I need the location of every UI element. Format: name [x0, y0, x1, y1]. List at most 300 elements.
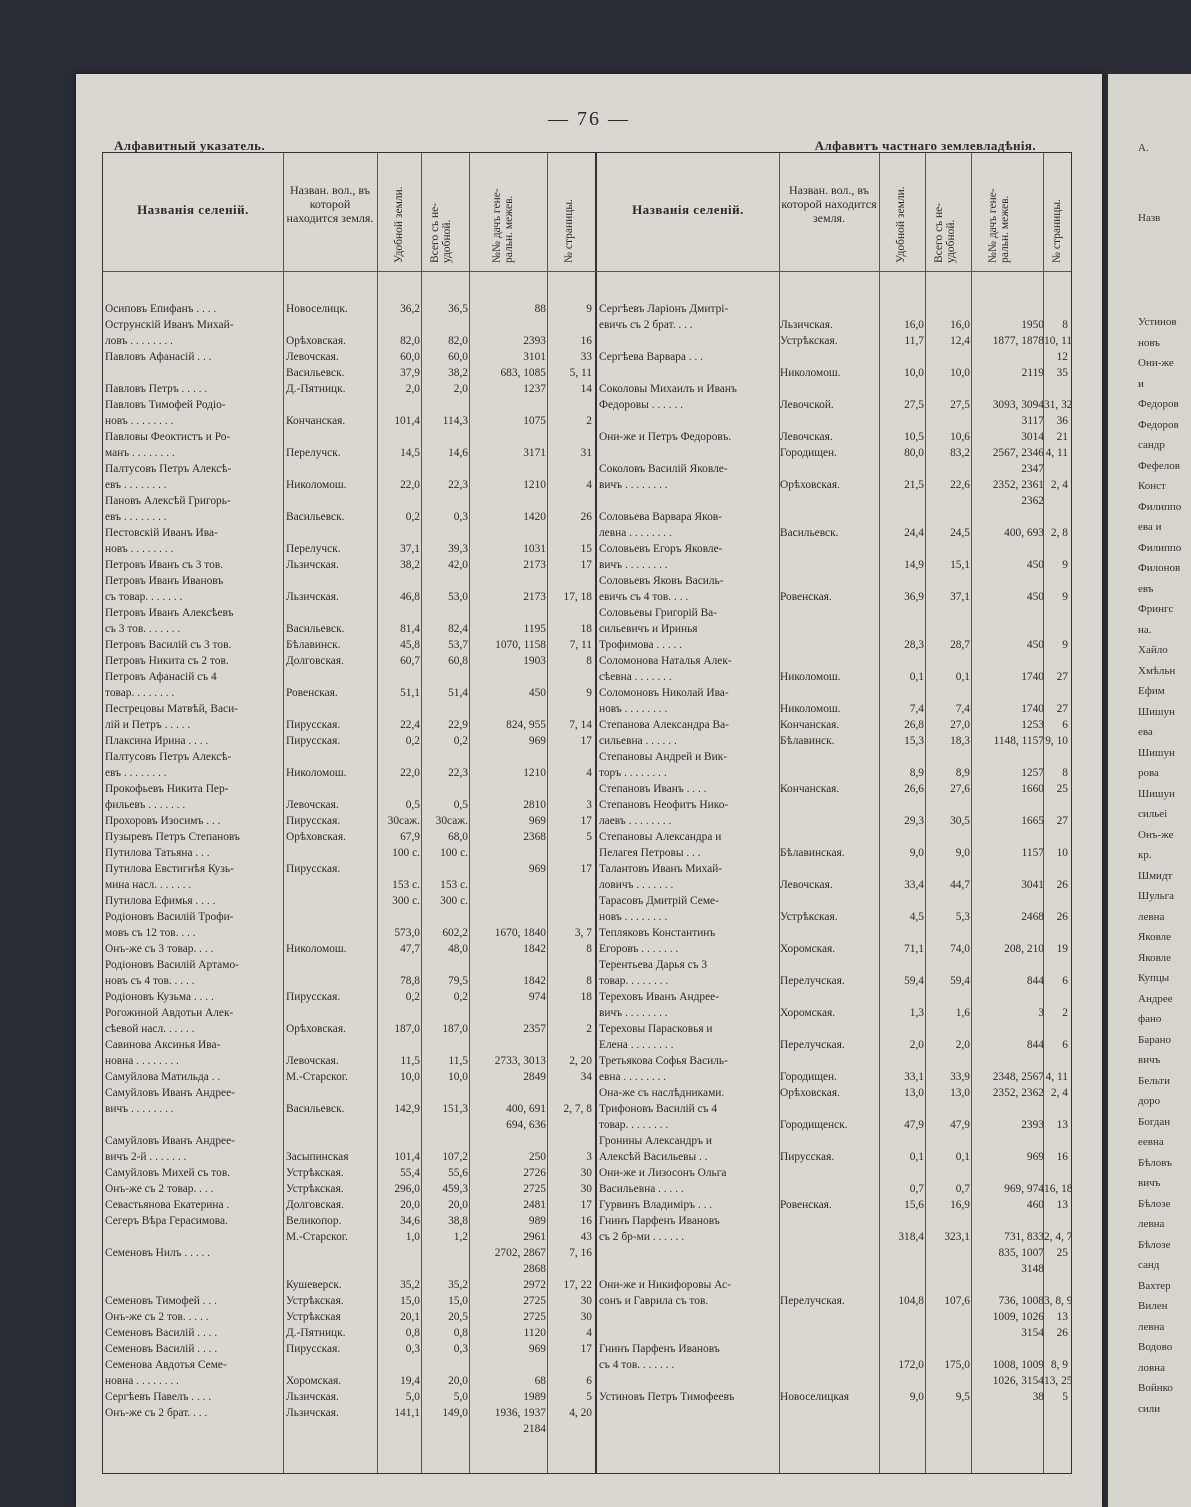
page-ref: 35 — [1056, 367, 1068, 379]
page-ref: 5, 11 — [569, 367, 592, 379]
village-name: Они-же и Никифоровы Ас- — [599, 1279, 731, 1291]
village-name: новъ . . . . . . . . — [105, 415, 174, 427]
table-row — [103, 1037, 1071, 1053]
dacha-numbers: 2352, 2362 — [992, 1087, 1044, 1099]
volost-name: М.-Старског. — [286, 1231, 349, 1243]
next-page-fragment: Вахтер — [1138, 1279, 1171, 1292]
page-ref: 26 — [580, 511, 592, 523]
total-land: 36,5 — [448, 303, 468, 315]
village-name: Прокофьевъ Никита Пер- — [105, 783, 229, 795]
page-ref: 2, 4, 7 — [1044, 1231, 1073, 1243]
table-row — [103, 317, 1071, 333]
col-header-volost-right: Назван. вол., въ которой находится земля. — [781, 183, 877, 225]
arable-land: 8,9 — [909, 767, 924, 779]
dacha-numbers: 1936, 1937 — [494, 1407, 546, 1419]
volost-name: Орѣховская. — [286, 1023, 346, 1035]
village-name: евъ . . . . . . . . — [105, 511, 167, 523]
dacha-numbers: 736, 1008 — [998, 1295, 1044, 1307]
table-row — [103, 1053, 1071, 1069]
village-name: Тепляковъ Константинъ — [599, 927, 716, 939]
arable-land: 80,0 — [904, 447, 924, 459]
total-land: 10,6 — [950, 431, 970, 443]
total-land: 48,0 — [448, 943, 468, 955]
village-name: Семенова Авдотья Семе- — [105, 1359, 227, 1371]
dacha-numbers: 38 — [1032, 1391, 1044, 1403]
arable-land: 0,8 — [405, 1327, 420, 1339]
page-ref: 6 — [1062, 1039, 1068, 1051]
total-land: 59,4 — [950, 975, 970, 987]
dacha-numbers: 969 — [1026, 1151, 1044, 1163]
table-row — [103, 941, 1071, 957]
arable-land: 101,4 — [394, 415, 420, 427]
arable-land: 100 с. — [392, 847, 420, 859]
arable-land: 60,7 — [400, 655, 420, 667]
next-page-fragment: сили — [1138, 1402, 1161, 1415]
next-page-fragment: Филонов — [1138, 562, 1181, 574]
village-name: Петровъ Иванъ Ивановъ — [105, 575, 224, 587]
col-header-stranitsy-right: № страницы. — [1051, 198, 1063, 263]
table-row — [103, 1117, 1071, 1133]
volost-name: Пирусская. — [780, 1151, 835, 1163]
page-ref: 17, 18 — [563, 591, 592, 603]
page-ref: 6 — [1062, 719, 1068, 731]
total-land: 16,9 — [950, 1199, 970, 1211]
page-ref: 9 — [1062, 591, 1068, 603]
village-name: Палтусовъ Петръ Алексѣ- — [105, 751, 232, 763]
page-ref: 9 — [586, 303, 592, 315]
volost-name: Кончанская. — [780, 719, 840, 731]
village-name: Путилова Ефимья . . . . — [105, 895, 216, 907]
village-name: Пестрецовы Матвѣй, Васи- — [105, 703, 238, 715]
next-page-fragment: Шмидт — [1138, 869, 1173, 882]
next-page-fragment: сильеі — [1138, 808, 1168, 820]
arable-land: 10,0 — [904, 367, 924, 379]
arable-land: 0,7 — [909, 1183, 924, 1195]
next-page-fragment: ева — [1138, 726, 1153, 738]
arable-land: 21,5 — [904, 479, 924, 491]
next-page-fragment: еевна — [1138, 1136, 1164, 1148]
table-row — [103, 1197, 1071, 1213]
volost-name: Устрѣкская. — [286, 1295, 344, 1307]
volost-name: Перелучск. — [286, 543, 341, 555]
dacha-numbers: 1660 — [1021, 783, 1044, 795]
page-ref: 7, 14 — [569, 719, 592, 731]
next-page-fragment: Хмѣльн — [1138, 664, 1176, 677]
total-land: 2,0 — [453, 383, 468, 395]
dacha-numbers: 844 — [1026, 1039, 1044, 1051]
total-land: 55,6 — [448, 1167, 468, 1179]
page-ref: 8 — [1062, 767, 1068, 779]
volost-name: Пирусская. — [286, 719, 341, 731]
village-name: Родіоновъ Василій Артамо- — [105, 959, 239, 971]
next-page-fragment: Хайло — [1138, 644, 1168, 656]
village-name: Соловьевы Григорій Ва- — [599, 607, 718, 619]
village-name: Путилова Татьяна . . . — [105, 847, 210, 859]
table-row — [103, 701, 1071, 717]
volost-name: Хоромская. — [780, 943, 836, 955]
table-row — [103, 797, 1071, 813]
table-row — [103, 1421, 1071, 1437]
col-header-dachi-right: №№ дачъ гене-ральн. межев. — [987, 188, 1011, 263]
arable-land: 1,0 — [405, 1231, 420, 1243]
volost-name: Левочская. — [780, 879, 833, 891]
dacha-numbers: 3041 — [1021, 879, 1044, 891]
arable-land: 7,4 — [909, 703, 924, 715]
dacha-numbers: 1842 — [523, 975, 546, 987]
page-ref: 13 — [1056, 1311, 1068, 1323]
arable-land: 38,2 — [400, 559, 420, 571]
table-row — [103, 1309, 1071, 1325]
dacha-numbers: 1008, 1009 — [992, 1359, 1044, 1371]
dacha-numbers: 400, 691 — [506, 1103, 546, 1115]
total-land: 8,9 — [955, 767, 970, 779]
dacha-numbers: 2868 — [523, 1263, 546, 1275]
table-row — [103, 493, 1071, 509]
page-ref: 17 — [580, 1343, 592, 1355]
total-land: 27,5 — [950, 399, 970, 411]
next-page-fragment: Яковле — [1138, 951, 1172, 964]
page-ref: 31 — [580, 447, 592, 459]
village-name: Онъ-же съ 3 товар. . . . — [105, 943, 214, 955]
total-land: 0,3 — [453, 511, 468, 523]
volost-name: Васильевск. — [286, 623, 345, 635]
page-ref: 7, 16 — [569, 1247, 592, 1259]
page-ref: 14 — [580, 383, 592, 395]
volost-name: Устрѣкская. — [286, 1167, 344, 1179]
dacha-numbers: 3093, 3094 — [992, 399, 1044, 411]
total-land: 51,4 — [448, 687, 468, 699]
village-name: мина насл. . . . . . . — [105, 879, 192, 891]
total-land: 1,6 — [955, 1007, 970, 1019]
page-ref: 5 — [586, 831, 592, 843]
dacha-numbers: 824, 955 — [506, 719, 546, 731]
village-name: Соловьевъ Яковъ Василь- — [599, 575, 724, 587]
next-page-fragment: А. — [1138, 142, 1149, 154]
page-ref: 8, 9 — [1050, 1359, 1068, 1371]
table-row — [103, 621, 1071, 637]
arable-land: 142,9 — [394, 1103, 420, 1115]
table-row — [103, 1389, 1071, 1405]
table-row — [103, 813, 1071, 829]
dacha-numbers: 460 — [1026, 1199, 1044, 1211]
table-row — [103, 717, 1071, 733]
total-land: 7,4 — [955, 703, 970, 715]
table-row — [103, 1085, 1071, 1101]
village-name: Сергѣева Варвара . . . — [599, 351, 704, 363]
next-page-fragment: фано — [1138, 1013, 1162, 1025]
village-name: Федоровы . . . . . . — [599, 399, 683, 411]
total-land: 2,0 — [955, 1039, 970, 1051]
volost-name: Кушеверск. — [286, 1279, 342, 1291]
village-name: Путилова Евстигнѣя Кузь- — [105, 863, 234, 875]
page-ref: 25 — [1056, 1247, 1068, 1259]
page-ref: 15 — [580, 543, 592, 555]
volost-name: Левочская. — [286, 1055, 339, 1067]
village-name: Севастьянова Екатерина . — [105, 1199, 230, 1211]
arable-land: 187,0 — [394, 1023, 420, 1035]
village-name: Гронины Александръ и — [599, 1135, 712, 1147]
next-page-fragment: Фрингс — [1138, 603, 1174, 615]
next-page-fragment: Барано — [1138, 1033, 1171, 1046]
volost-name: Новоселицк. — [286, 303, 348, 315]
page-ref: 2, 7, 8 — [563, 1103, 592, 1115]
village-name: Прохоровъ Изосимъ . . . — [105, 815, 221, 827]
table-row — [103, 1341, 1071, 1357]
dacha-numbers: 3 — [1038, 1007, 1044, 1019]
total-land: 60,8 — [448, 655, 468, 667]
table-row — [103, 973, 1071, 989]
village-name: лаевъ . . . . . . . . — [599, 815, 672, 827]
dacha-numbers: 1070, 1158 — [495, 639, 546, 651]
volost-name: Д.-Пятницк. — [286, 383, 346, 395]
table-row — [103, 429, 1071, 445]
next-page-fragment: Шишун — [1138, 746, 1175, 759]
table-row — [103, 445, 1071, 461]
arable-land: 14,5 — [400, 447, 420, 459]
village-name: ловичъ . . . . . . . — [599, 879, 674, 891]
village-name: Терентьева Дарья съ 3 — [599, 959, 708, 971]
village-name: вичъ . . . . . . . . — [599, 479, 668, 491]
next-page-fragment: Ефим — [1138, 685, 1165, 697]
volost-name: Устрѣкская. — [286, 1183, 344, 1195]
village-name: сѣевна . . . . . . . — [599, 671, 672, 683]
village-name: мовъ съ 12 тов. . . . — [105, 927, 196, 939]
next-page-fragment: Устинов — [1138, 316, 1177, 328]
dacha-numbers: 1257 — [1021, 767, 1044, 779]
village-name: Семеновъ Тимофей . . . — [105, 1295, 217, 1307]
total-land: 22,6 — [950, 479, 970, 491]
page-ref: 2, 20 — [569, 1055, 592, 1067]
dacha-numbers: 2567, 2346 — [992, 447, 1044, 459]
next-page-fragment: ловна — [1138, 1361, 1165, 1374]
col-header-name-right: Названія селеній. — [632, 202, 744, 217]
arable-land: 4,5 — [909, 911, 924, 923]
volost-name: Перелучская. — [780, 975, 845, 987]
total-land: 0,1 — [955, 671, 970, 683]
page-ref: 6 — [586, 1375, 592, 1387]
dacha-numbers: 1989 — [523, 1391, 546, 1403]
village-name: Павловъ Афанасій . . . — [105, 351, 212, 363]
total-land: 10,0 — [448, 1071, 468, 1083]
total-land: 18,3 — [950, 735, 970, 747]
total-land: 0,2 — [453, 735, 468, 747]
table-row — [103, 781, 1071, 797]
arable-land: 60,0 — [400, 351, 420, 363]
page-number: — 76 — — [548, 108, 630, 130]
village-name: Самуйловъ Иванъ Андрее- — [105, 1087, 235, 1099]
dacha-numbers: 3171 — [523, 447, 546, 459]
volost-name: Пирусская. — [286, 1343, 341, 1355]
volost-name: Долговская. — [286, 1199, 344, 1211]
dacha-numbers: 450 — [1026, 559, 1044, 571]
village-name: Павловъ Тимофей Родіо- — [105, 399, 226, 411]
page-ref: 4 — [586, 1327, 592, 1339]
village-name: Трифоновъ Василій съ 4 — [599, 1103, 718, 1115]
dacha-numbers: 1237 — [523, 383, 546, 395]
next-page-fragment: Конст — [1138, 480, 1166, 492]
village-name: Пелагея Петровы . . . — [599, 847, 701, 859]
total-land: 20,5 — [448, 1311, 468, 1323]
village-name: Гурвинъ Владиміръ . . . — [599, 1199, 713, 1211]
total-land: 5,3 — [955, 911, 970, 923]
table-row — [103, 845, 1071, 861]
next-page-fragment: и — [1138, 377, 1144, 390]
village-name: вичъ . . . . . . . . — [599, 1007, 668, 1019]
dacha-numbers: 1195 — [523, 623, 546, 635]
dacha-numbers: 969, 974 — [1004, 1183, 1044, 1195]
arable-land: 67,9 — [400, 831, 420, 843]
table-row — [103, 509, 1071, 525]
total-land: 82,0 — [448, 335, 468, 347]
dacha-numbers: 2357 — [523, 1023, 546, 1035]
arable-land: 141,1 — [394, 1407, 420, 1419]
village-name: сильевичъ и Иринья — [599, 623, 698, 635]
next-page-fragment: Филиппо — [1138, 541, 1182, 554]
page-ref: 16 — [580, 335, 592, 347]
volost-name: Городищен. — [780, 447, 838, 459]
village-name: новъ . . . . . . . . — [599, 703, 668, 715]
page-ref: 34 — [580, 1071, 592, 1083]
volost-name: Левочской. — [780, 399, 834, 411]
village-name: Семеновъ Нилъ . . . . . — [105, 1247, 211, 1259]
arable-land: 10,5 — [904, 431, 924, 443]
volost-name: Орѣховская. — [780, 479, 840, 491]
total-land: 1,2 — [453, 1231, 468, 1243]
village-name: Самуйловъ Иванъ Андрее- — [105, 1135, 235, 1147]
dacha-numbers: 969 — [528, 1343, 546, 1355]
total-land: 151,3 — [442, 1103, 468, 1115]
dacha-numbers: 1877, 1878 — [992, 335, 1044, 347]
dacha-numbers: 969 — [528, 815, 546, 827]
village-name: Пестовскій Иванъ Ива- — [105, 527, 218, 539]
village-name: Соколовъ Василій Яковле- — [599, 463, 728, 475]
next-page-fragment: евъ — [1138, 582, 1154, 595]
total-land: 0,7 — [955, 1183, 970, 1195]
page-ref: 10 — [1056, 847, 1068, 859]
volost-name: Николомош. — [286, 767, 347, 779]
page-ref: 2 — [1062, 1007, 1068, 1019]
dacha-numbers: 2702, 2867 — [494, 1247, 546, 1259]
next-page-fragment: Вилен — [1138, 1300, 1168, 1312]
village-name: сильевна . . . . . . — [599, 735, 677, 747]
dacha-numbers: 3117 — [1021, 415, 1044, 427]
next-page-fragment: новъ — [1138, 336, 1160, 349]
arable-land: 33,1 — [904, 1071, 924, 1083]
page-ref: 17 — [580, 735, 592, 747]
page-ref: 31, 32 — [1044, 399, 1073, 411]
volost-name: Васильевск. — [286, 1103, 345, 1115]
table-row — [103, 1165, 1071, 1181]
table-row — [103, 1133, 1071, 1149]
village-name: Степановъ Неофитъ Нико- — [599, 799, 729, 811]
arable-land: 5,0 — [405, 1391, 420, 1403]
dacha-numbers: 731, 833 — [1004, 1231, 1044, 1243]
arable-land: 78,8 — [400, 975, 420, 987]
dacha-numbers: 250 — [528, 1151, 546, 1163]
table-row — [103, 525, 1071, 541]
village-name: Онъ-же съ 2 тов. . . . . — [105, 1311, 209, 1323]
next-page-fragment: Шишун — [1138, 705, 1175, 718]
volost-name: Пирусская. — [286, 991, 341, 1003]
village-name: евъ . . . . . . . . — [105, 479, 167, 491]
village-name: Пузыревъ Петръ Степановъ — [105, 831, 240, 843]
page-ref: 8 — [586, 655, 592, 667]
village-name: вичъ . . . . . . . . — [599, 559, 668, 571]
village-name: Плаксина Ирина . . . . — [105, 735, 209, 747]
total-land: 0,3 — [453, 1343, 468, 1355]
next-page-fragment: Водово — [1138, 1341, 1173, 1353]
village-name: новна . . . . . . . . — [105, 1055, 179, 1067]
dacha-numbers: 969 — [528, 863, 546, 875]
total-land: 27,0 — [950, 719, 970, 731]
total-land: 16,0 — [950, 319, 970, 331]
page-ref: 8 — [586, 943, 592, 955]
table-row — [103, 733, 1071, 749]
village-name: товар. . . . . . . . — [599, 1119, 669, 1131]
village-name: Гнинъ Парфенъ Ивановъ — [599, 1215, 720, 1227]
page-ref: 27 — [1056, 815, 1068, 827]
dacha-numbers: 969 — [528, 735, 546, 747]
dacha-numbers: 2725 — [523, 1183, 546, 1195]
next-page-fragment: ева и — [1138, 521, 1162, 533]
total-land: 28,7 — [950, 639, 970, 651]
page-ref: 3, 8, 9 — [1044, 1295, 1073, 1307]
index-table — [102, 152, 1072, 1474]
total-land: 153 с. — [440, 879, 468, 891]
arable-land: 82,0 — [400, 335, 420, 347]
volost-name: Левочская. — [286, 351, 339, 363]
table-row — [103, 1245, 1071, 1261]
total-land: 44,7 — [950, 879, 970, 891]
village-name: Павловы Феоктистъ и Ро- — [105, 431, 231, 443]
village-name: ловъ . . . . . . . . — [105, 335, 173, 347]
village-name: Павловъ Петръ . . . . . — [105, 383, 208, 395]
village-name: вичъ 2-й . . . . . . . — [105, 1151, 187, 1163]
dacha-numbers: 1253 — [1021, 719, 1044, 731]
page-ref: 27 — [1056, 671, 1068, 683]
dacha-numbers: 2972 — [523, 1279, 546, 1291]
table-row — [103, 381, 1071, 397]
next-page-fragment: на. — [1138, 623, 1152, 636]
village-name: Рогожиной Авдотьи Алек- — [105, 1007, 234, 1019]
village-name: Они-же и Петръ Федоровъ. — [599, 431, 732, 443]
total-land: 9,5 — [955, 1391, 970, 1403]
village-name: Соловьевъ Егоръ Яковле- — [599, 543, 723, 555]
next-page-fragment: левна — [1138, 910, 1165, 923]
arable-land: 59,4 — [904, 975, 924, 987]
arable-land: 47,7 — [400, 943, 420, 955]
next-page-fragment: левна — [1138, 1320, 1165, 1333]
volost-name: Бѣлавинская. — [780, 847, 845, 859]
dacha-numbers: 2348, 2567 — [992, 1071, 1044, 1083]
arable-land: 22,4 — [400, 719, 420, 731]
page-ref: 2, 4 — [1050, 1087, 1068, 1099]
arable-land: 26,6 — [904, 783, 924, 795]
page-ref: 2, 8 — [1050, 527, 1068, 539]
page-ref: 9, 10 — [1045, 735, 1068, 747]
village-name: Егоровъ . . . . . . . — [599, 943, 679, 955]
total-land: 35,2 — [448, 1279, 468, 1291]
arable-land: 0,2 — [405, 511, 420, 523]
village-name: Соломонова Наталья Алек- — [599, 655, 732, 667]
page-ref: 3, 7 — [574, 927, 592, 939]
total-land: 22,9 — [448, 719, 468, 731]
village-name: Степановы Андрей и Вик- — [599, 751, 728, 763]
table-row — [103, 1021, 1071, 1037]
dacha-numbers: 2961 — [523, 1231, 546, 1243]
total-land: 300 с. — [440, 895, 468, 907]
village-name: Алексѣй Васильевы . . — [599, 1151, 708, 1163]
